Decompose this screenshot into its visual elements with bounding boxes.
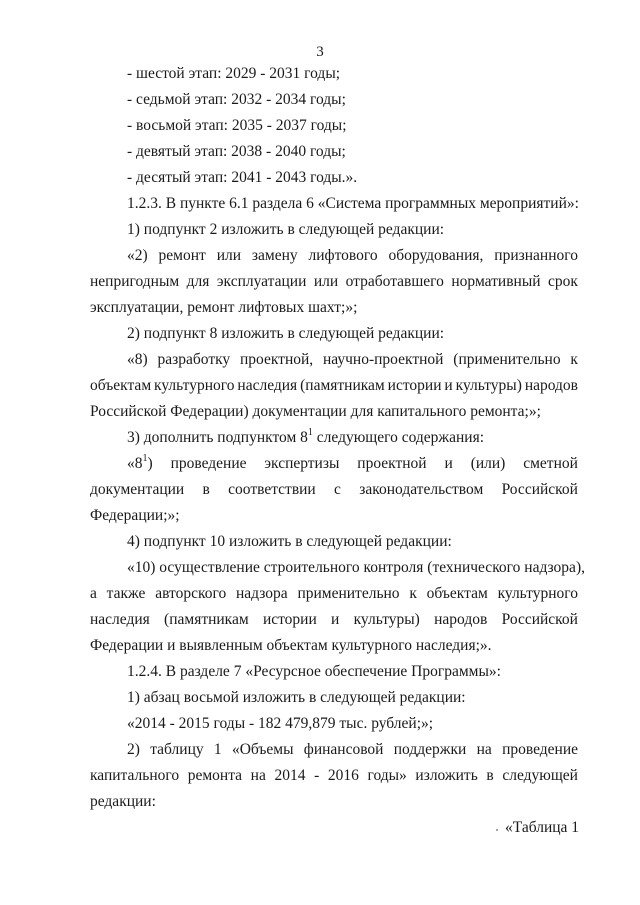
stage-ten-line: - десятый этап: 2041 - 2043 годы.».	[127, 169, 358, 186]
word: или	[216, 247, 242, 264]
subitem-8-1-label-open: «8	[127, 455, 143, 472]
subitem-10-text-line-2	[90, 584, 578, 604]
subitem-8-text-line-1	[127, 350, 578, 370]
word: надзора	[235, 585, 288, 602]
stage-seven-line: - седьмой этап: 2032 - 2034 годы;	[127, 91, 346, 108]
word: на	[250, 767, 266, 784]
word: (или)	[470, 455, 506, 472]
word: Российской	[501, 611, 578, 628]
superscript-one: 1	[142, 452, 148, 464]
subitem-10-text-line-3	[90, 610, 578, 630]
subitem-8-text-line-3: Российской Федерации) документации для капитального ремонта;»;	[90, 403, 541, 420]
word: к	[570, 351, 578, 368]
word: сметной	[523, 455, 578, 472]
word: (памятникам	[300, 377, 385, 394]
subitem-2-text-line-3: эксплуатации, ремонт лифтовых шахт;»;	[90, 299, 358, 316]
word: наследия	[90, 611, 150, 628]
word: истории	[262, 611, 317, 628]
word: законодательством	[359, 481, 484, 498]
word: а	[90, 585, 97, 602]
word: 2016	[327, 767, 359, 784]
word: объектам	[426, 585, 488, 602]
stage-nine-line: - девятый этап: 2038 - 2040 годы;	[127, 143, 346, 160]
word: культуры)	[455, 377, 522, 394]
table-1-intro-line-2	[90, 766, 578, 786]
word: проведение	[170, 455, 247, 472]
word: в	[486, 767, 494, 784]
word: таблицу	[150, 741, 204, 758]
word: для	[186, 273, 210, 290]
word: народов	[434, 611, 488, 628]
table-1-label: «Таблица 1	[505, 819, 580, 836]
subitem-8-1-label	[127, 454, 153, 474]
word: 2)	[127, 741, 140, 758]
subitem-8-1-text-line-2	[90, 480, 578, 500]
word: «2)	[127, 247, 148, 264]
subitem-2-intro: 1) подпункт 2 изложить в следующей редакции:	[127, 221, 445, 238]
subitem-2-text-line-1	[127, 246, 578, 266]
scan-speck	[496, 829, 498, 831]
word: «8)	[127, 351, 148, 368]
subitem-10-text-line-4: Федерации и выявленным объектам культурного наследия;».	[90, 637, 492, 654]
word: народов	[524, 377, 578, 394]
word: разработку	[157, 351, 231, 368]
word: (применительно	[453, 351, 561, 368]
word: изложить	[415, 767, 478, 784]
word: соответствии	[228, 481, 316, 498]
word: нормативный	[451, 273, 541, 290]
page-number: 3	[316, 44, 324, 60]
word: к	[409, 585, 417, 602]
word: в	[202, 481, 210, 498]
word: следующей	[502, 767, 578, 784]
subitem-8-1-label-close: )	[147, 455, 153, 472]
word: отработавшего	[345, 273, 444, 290]
word: экспертизы	[264, 455, 340, 472]
word: Российской	[501, 481, 578, 498]
word: (памятникам	[164, 611, 249, 628]
subitem-8-1-text-line-3: Федерации;»;	[90, 507, 180, 524]
word: замену	[251, 247, 298, 264]
word: также	[106, 585, 146, 602]
word: лифтового	[308, 247, 378, 264]
word: наследия	[237, 377, 298, 394]
word: объектам	[90, 377, 152, 394]
word: непригодным	[90, 273, 180, 290]
word: эксплуатации	[216, 273, 307, 290]
word: поддержки	[393, 741, 467, 758]
word: и	[444, 455, 453, 472]
word: и	[444, 377, 453, 394]
subitem-10-intro: 4) подпункт 10 изложить в следующей редакции:	[127, 533, 452, 550]
subitem-10-text-line-1: «10) осуществление строительного контроля (технического надзора),	[127, 559, 585, 576]
word: с	[334, 481, 341, 498]
subitem-8-intro: 2) подпункт 8 изложить в следующей редакции:	[127, 325, 445, 342]
stage-eight-line: - восьмой этап: 2035 - 2037 годы;	[127, 117, 347, 134]
subitem-8-1-intro-tail: следующего содержания:	[312, 429, 485, 446]
word: годы»	[367, 767, 407, 784]
word: истории	[387, 377, 442, 394]
word: на	[476, 741, 492, 758]
subitem-8-text-line-2	[90, 376, 578, 396]
word: ремонта	[187, 767, 243, 784]
stage-six-line: - шестой этап: 2029 - 2031 годы;	[127, 65, 341, 82]
word: 2014	[274, 767, 306, 784]
word: документации	[90, 481, 185, 498]
word: признанного	[494, 247, 578, 264]
table-1-intro-line-3: редакции:	[90, 793, 156, 810]
word: авторского	[155, 585, 227, 602]
table-1-intro-line-1	[127, 740, 578, 760]
word: научно-проектной	[323, 351, 444, 368]
word: проектной	[357, 455, 427, 472]
word: применительно	[297, 585, 400, 602]
word: финансовой	[303, 741, 384, 758]
word: -	[314, 767, 320, 784]
section-1-2-3-heading: 1.2.3. В пункте 6.1 раздела 6 «Система программных мероприятий»:	[127, 195, 579, 212]
word: срок	[548, 273, 578, 290]
superscript-one: 1	[307, 426, 313, 438]
word: проведение	[502, 741, 578, 758]
word: культурного	[154, 377, 235, 394]
subitem-8-1-text-line-1	[127, 454, 578, 474]
subitem-2-text-line-2	[90, 272, 578, 292]
word: 1	[213, 741, 222, 758]
section-1-2-4-heading: 1.2.4. В разделе 7 «Ресурсное обеспечение Программы»:	[127, 663, 501, 680]
subitem-8-1-intro-text: 3) дополнить подпунктом 8	[127, 429, 308, 446]
word: проектной,	[239, 351, 314, 368]
word: культурного	[497, 585, 578, 602]
word: или	[313, 273, 339, 290]
word: и	[331, 611, 340, 628]
word: капитального	[90, 767, 180, 784]
paragraph-8-text: «2014 - 2015 годы - 182 479,879 тыс. рублей;»;	[127, 715, 434, 732]
word: культуры)	[353, 611, 420, 628]
subitem-8-1-intro	[127, 428, 484, 448]
word: «Объемы	[231, 741, 294, 758]
word: оборудования,	[388, 247, 484, 264]
word: ремонт	[158, 247, 206, 264]
paragraph-8-intro: 1) абзац восьмой изложить в следующей редакции:	[127, 689, 466, 706]
